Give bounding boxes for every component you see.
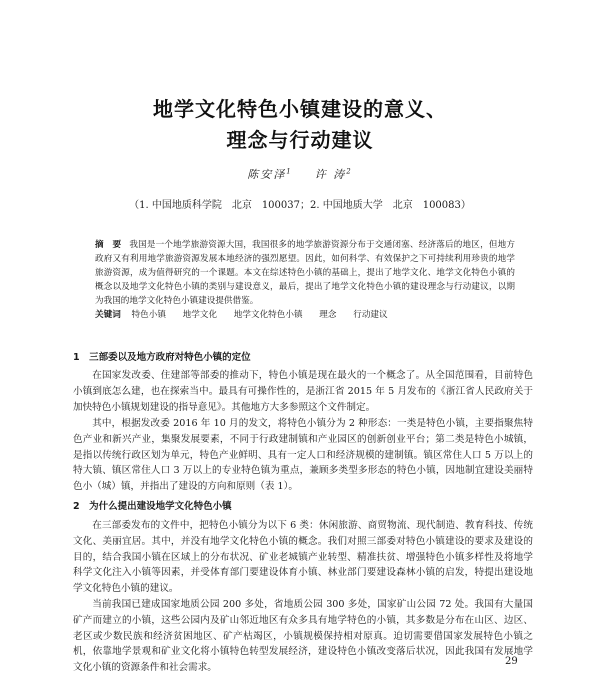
keyword-item: 地学文化特色小镇 xyxy=(233,310,303,320)
page-number: 29 xyxy=(505,656,518,667)
keywords-line xyxy=(95,308,515,322)
abstract-label: 摘 要 xyxy=(95,240,122,250)
title-line-2: 理念与行动建议 xyxy=(226,128,374,152)
section-heading-1: 1 三部委以及地方政府对特色小镇的定位 xyxy=(73,352,251,363)
author-1-affiliation-mark: 1 xyxy=(286,167,293,176)
section-1-paragraph-2: 其中，根据发改委 2016 年 10 月的发文，将特色小镇分为 2 种形态：一类是特色小镇，主要指聚焦特色产业和新兴产业，集聚发展要素，不同于行政建制镇和产业园区的创新创业平台；第二类是特色小城镇，是指以传统行政区划为单元，特色产业鲜明、具有一定人口和经济规模的建制镇。镇区常住人口 5 万以上的特大镇、镇区常住人口 3 万以上的专业特色镇为重点，兼顾多类型多形态的特色小镇，因地制宜建设美丽特色小（城）镇，并指出了建设的方向和原则（表 1）。 xyxy=(73,418,533,493)
keyword-item: 地学文化 xyxy=(182,310,218,320)
abstract-paragraph xyxy=(95,238,515,308)
keyword-item: 行动建议 xyxy=(353,310,388,320)
section-heading-2: 2 为什么提出建设地学文化特色小镇 xyxy=(73,501,232,512)
abstract-text: 我国是一个地学旅游资源大国，我国很多的地学旅游资源分布于交通闭塞、经济落后的地区，但地方政府又有利用地学旅游资源发展本地经济的强烈愿望。因此，如何科学、有效保护之下可持续利用珍贵的地学旅游资源，成为值得研究的一个课题。本文在综述特色小镇的基础上，提出了地学文化、地学文化特色小镇的概念以及地学文化特色小镇的类别与建设意义，最后，提出了地学文化特色小镇的建设理念与行动建议，以期为我国的地学文化特色小镇建设提供借鉴。 xyxy=(95,240,515,306)
affiliations: （1. 中国地质科学院 北京 100037；2. 中国地质大学 北京 100083） xyxy=(129,200,471,211)
section-2-paragraph-2: 当前我国已建成国家地质公园 200 多处，省地质公园 300 多处，国家矿山公园 72 处。我国有大量国矿产而建立的小镇，这些公园内及矿山邻近地区有众多具有地学特色的小镇，其多数是分布在山区、边区、老区或少数民族和经济贫困地区、矿产枯竭区，小镇规模保持相对原真。迫切需要借国家发展特色小镇之机，依靠地学景观和矿业文化将小镇特色转型发展经济，建设特色小镇改变落后状况，因此我国有发展地学文化小镇的资源条件和社会需求。 xyxy=(73,599,533,674)
section-1-paragraph-1: 在国家发改委、住建部等部委的推动下，特色小镇是现在最火的一个概念了。从全国范围看，目前特色小镇到底怎么建，也在探索当中。最具有可操作性的，是浙江省 2015 年 5 月发布的《浙江省人民政府关于加快特色小镇规划建设的指导意见》。其他地方大多参照这个文件制定。 xyxy=(73,370,533,413)
keyword-item: 特色小镇 xyxy=(131,310,166,320)
title-line-1: 地学文化特色小镇建设的意义、 xyxy=(153,97,447,121)
author-line xyxy=(0,166,600,182)
author-1: 陈安泽 xyxy=(247,168,287,181)
abstract-block xyxy=(95,238,515,322)
author-2-affiliation-mark: 2 xyxy=(346,167,353,176)
keyword-item: 理念 xyxy=(319,310,337,320)
author-2: 许 涛 xyxy=(314,168,347,181)
section-2-paragraph-1: 在三部委发布的文件中，把特色小镇分为以下 6 类：休闲旅游、商贸物流、现代制造、教育科技、传统文化、美丽宜居。其中，并没有地学文化特色小镇的概念。我们对照三部委对特色小镇建设的要求及建设的目的，结合我国小镇在区域上的分布状况、矿业老城镇产业转型、精准扶贫、增强特色小镇多样性及将地学科学文化注入小镇等因素，并受体育部门要建设体育小镇、林业部门要建设森林小镇的启发，特提出建设地学文化特色小镇的建议。 xyxy=(73,520,533,595)
keywords-label: 关键词 xyxy=(95,310,121,320)
